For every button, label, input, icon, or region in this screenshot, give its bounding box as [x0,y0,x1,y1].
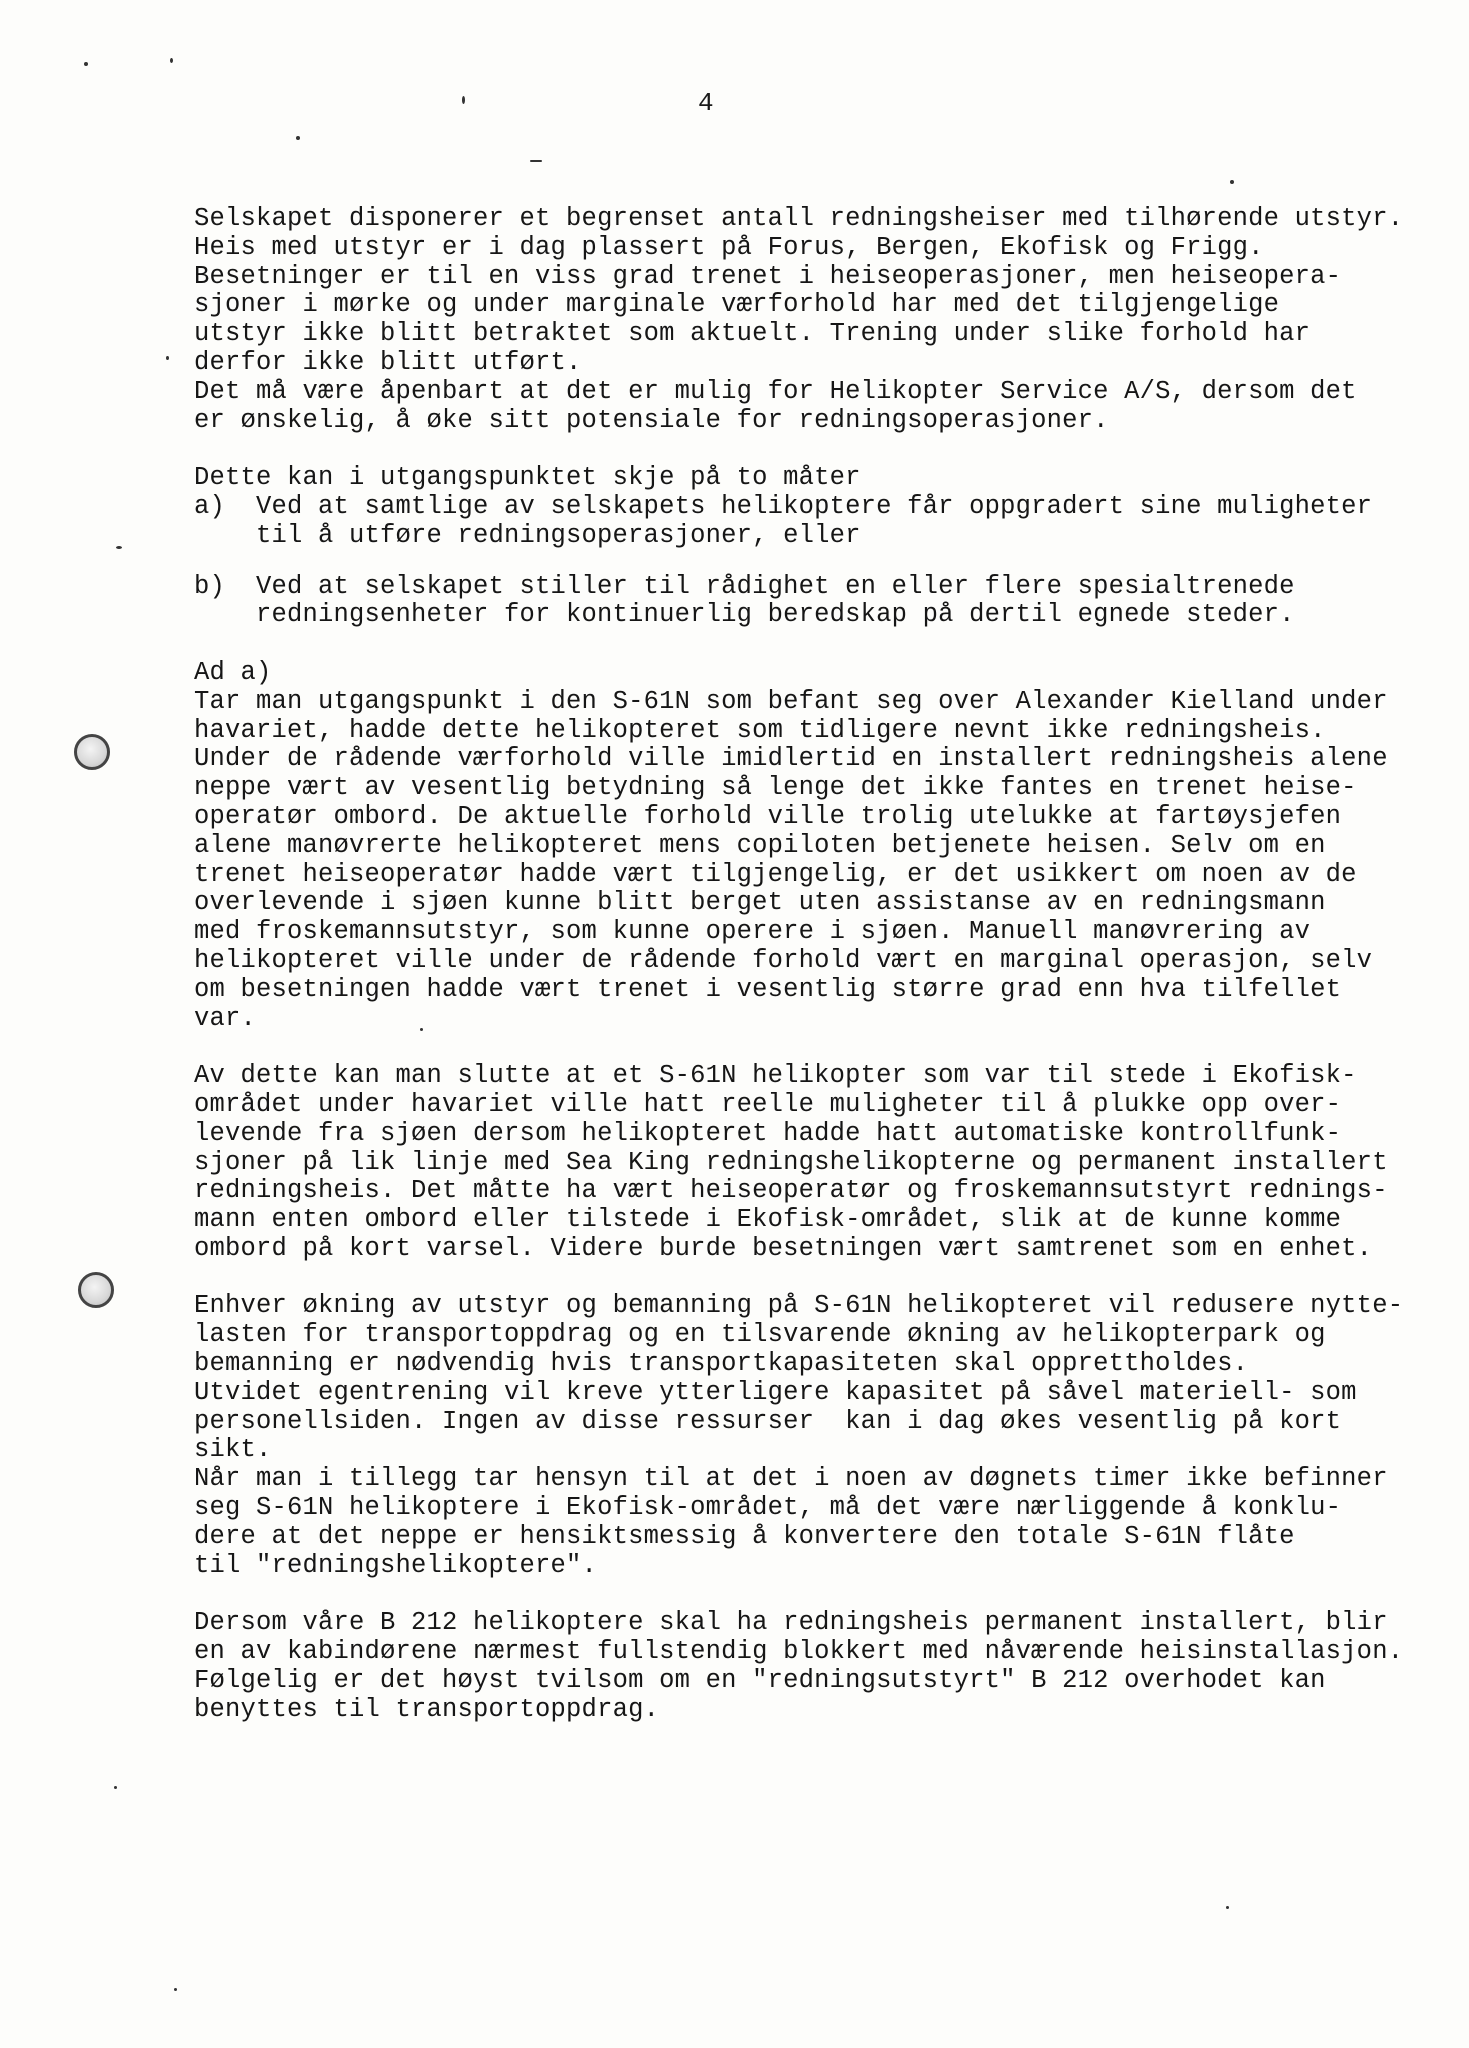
text-line: havariet, hadde dette helikopteret som tidligere nevnt ikke redningsheis. [194,715,1326,745]
text-line: overlevende i sjøen kunne blitt berget uten assistanse av en redningsmann [194,888,1326,918]
text-line: Det må være åpenbart at det er mulig for Helikopter Service A/S, dersom det [194,376,1357,406]
text-line: om besetningen hadde vært trenet i vesentlig større grad enn hva tilfellet [194,974,1342,1004]
text-line: Utvidet egentrening vil kreve ytterligere kapasitet på såvel materiell- som [194,1377,1357,1407]
list-item-text [256,573,1295,631]
text-line: Heis med utstyr er i dag plassert på Forus, Bergen, Ekofisk og Frigg. [194,232,1264,262]
text-line: var. [194,1003,257,1033]
text-line: alene manøvrerte helikopteret mens copiloten betjenete heisen. Selv om en [194,830,1326,860]
text-line: Selskapet disponerer et begrenset antall redningsheiser med tilhørende utstyr. [194,204,1404,233]
text-line: Tar man utgangspunkt i den S-61N som befant seg over Alexander Kielland under [194,686,1388,716]
text-line: til å utføre redningsoperasjoner, eller [256,520,861,550]
text-line: levende fra sjøen dersom helikopteret hadde hatt automatiske kontrollfunk- [194,1118,1342,1148]
text-line: er ønskelig, å øke sitt potensiale for redningsoperasjoner. [194,405,1109,435]
paragraph-gap [194,1033,1334,1062]
paragraph-gap [194,630,1334,659]
text-line: Dette kan i utgangspunktet skje på to måter [194,463,861,493]
scan-speck [114,1786,117,1789]
text-line: lasten for transportoppdrag og en tilsvarende økning av helikopterpark og [194,1320,1326,1350]
text-line: sikt. [194,1435,272,1465]
text-line: Under de rådende værforhold ville imidlertid en installert redningsheis alene [194,744,1388,774]
scan-speck [462,96,465,104]
scan-speck [116,546,122,549]
text-line: Besetninger er til en viss grad trenet i heiseoperasjoner, men heiseopera- [194,261,1342,291]
list-item-b [194,573,1334,631]
text-line: redningsheis. Det måtte ha vært heiseoperatør og froskemannsutstyrt rednings- [194,1176,1388,1206]
text-line: seg S-61N helikoptere i Ekofisk-området, må det være nærliggende å konklu- [194,1493,1342,1523]
text-line: Når man i tillegg tar hensyn til at det i noen av døgnets timer ikke befinner [194,1464,1388,1494]
text-line: operatør ombord. De aktuelle forhold ville trolig utelukke at fartøysjefen [194,801,1342,831]
text-line: området under havariet ville hatt reelle muligheter til å plukke opp over- [194,1089,1342,1119]
list-marker: a) [194,491,226,521]
text-line: Av dette kan man slutte at et S-61N helikopter som var til stede i Ekofisk- [194,1061,1357,1091]
paragraph [194,204,1404,435]
scan-speck [530,160,542,162]
section-heading: Ad a) [194,657,272,687]
text-line: med froskemannsutstyr, som kunne operere i sjøen. Manuell manøvrering av [194,917,1311,947]
text-line: sjoner i mørke og under marginale værforhold har med det tilgjengelige [194,290,1280,320]
text-line: Enhver økning av utstyr og bemanning på S-61N helikopteret vil redusere nytte- [194,1291,1404,1321]
text-line: ombord på kort varsel. Videre burde besetningen vært samtrenet som en enhet. [194,1233,1373,1263]
page-number: 4 [698,88,714,118]
paragraph [194,1608,1404,1724]
list-marker: b) [194,571,226,601]
scan-speck [296,136,300,140]
scan-speck [170,58,173,63]
text-line: redningsenheter for kontinuerlig beredskap på dertil egnede steder. [256,600,1295,630]
text-line: helikopteret ville under de rådende forhold vært en marginal operasjon, selv [194,945,1373,975]
text-line: derfor ikke blitt utført. [194,347,582,377]
paragraph-gap [194,435,1334,464]
punch-hole-bottom [78,1272,114,1308]
scan-speck [174,1988,177,1991]
text-line: neppe vært av vesentlig betydning så lenge det ikke fantes en trenet heise- [194,773,1357,803]
paragraph-gap [194,1580,1334,1609]
text-line: Følgelig er det høyst tvilsom om en "redningsutstyrt" B 212 overhodet kan [194,1665,1326,1695]
scan-speck [1230,180,1234,184]
scan-speck [84,62,88,66]
paragraph [194,464,1334,493]
text-line: utstyr ikke blitt betraktet som aktuelt. Trening under slike forhold har [194,319,1311,349]
punch-hole-top [74,734,110,770]
text-line: Dersom våre B 212 helikoptere skal ha redningsheis permanent installert, blir [194,1608,1388,1638]
list-item-text [256,493,1372,551]
paragraph-gap [194,551,1334,573]
scan-speck [166,356,169,360]
text-line: bemanning er nødvendig hvis transportkapasiteten skal opprettholdes. [194,1349,1249,1379]
text-line: sjoner på lik linje med Sea King redningshelikopterne og permanent installert [194,1147,1388,1177]
text-line: benyttes til transportoppdrag. [194,1694,660,1724]
text-line: til "redningshelikoptere". [194,1550,598,1580]
paragraph [194,1291,1404,1580]
text-line: dere at det neppe er hensiktsmessig å konvertere den totale S-61N flåte [194,1521,1295,1551]
paragraph-gap [194,1264,1334,1293]
list-item-a [194,491,1373,551]
text-line: en av kabindørene nærmest fullstendig blokkert med nåværende heisinstallasjon. [194,1637,1404,1667]
text-line: Ved at selskapet stiller til rådighet en eller flere spesialtrenede [256,571,1295,601]
document-body [194,204,1404,1724]
scan-speck [1226,1906,1229,1909]
text-line: mann enten ombord eller tilstede i Ekofisk-området, slik at de kunne komme [194,1205,1342,1235]
text-line: Ved at samtlige av selskapets helikoptere får oppgradert sine muligheter [256,491,1373,521]
paragraph [194,1061,1388,1264]
text-line: trenet heiseoperatør hadde vært tilgjengelig, er det usikkert om noen av de [194,859,1357,889]
paragraph [194,686,1388,1034]
text-line: personellsiden. Ingen av disse ressurser kan i dag økes vesentlig på kort [194,1406,1342,1436]
